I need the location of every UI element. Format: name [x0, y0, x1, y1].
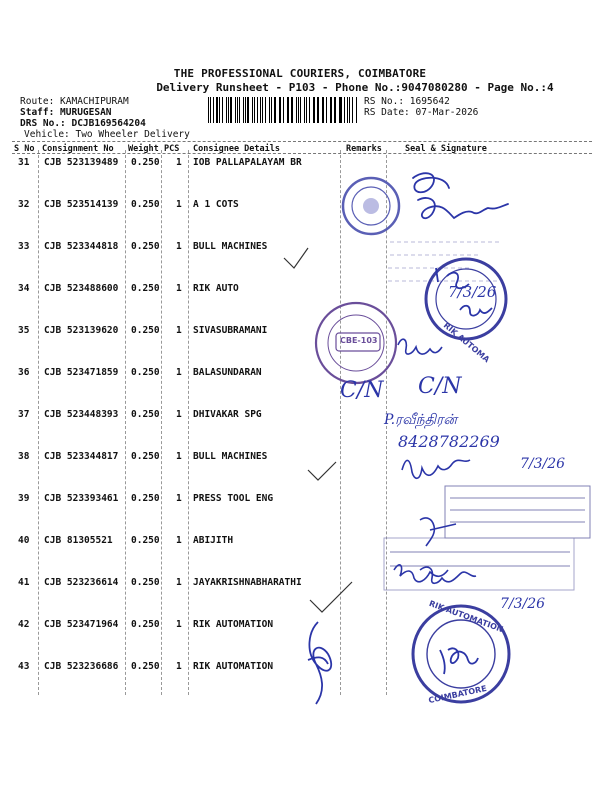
col-seal-signature: Seal & Signature [405, 144, 487, 154]
cbe-stamp-label: CBE-103 [340, 336, 378, 345]
barcode-bar [279, 97, 280, 123]
barcode-bar [260, 97, 261, 123]
row-pcs: 1 [176, 157, 182, 168]
checkmark-33 [284, 248, 308, 268]
row-pcs: 1 [176, 367, 182, 378]
signature-39 [420, 518, 456, 546]
row-sno: 34 [18, 283, 30, 294]
row-pcs: 1 [176, 451, 182, 462]
table-top-rule [12, 141, 592, 142]
handwritten-receiver-name: P.ரவீந்திரன் [384, 412, 457, 428]
row-pcs: 1 [176, 535, 182, 546]
vehicle-label: Vehicle: Two Wheeler Delivery [24, 129, 190, 140]
row-pcs: 1 [176, 619, 182, 630]
row-consignment-no: CJB 523514139 [44, 199, 119, 210]
barcode-bar [269, 97, 270, 123]
signature-31 [413, 173, 508, 218]
barcode-bar [216, 97, 218, 123]
company-title: THE PROFESSIONAL COURIERS, COIMBATORE [173, 67, 427, 80]
row-weight: 0.250 [131, 283, 160, 294]
rs-number: RS No.: 1695642 [364, 96, 450, 107]
barcode-bar [283, 97, 284, 123]
barcode-bar [271, 97, 273, 123]
row-consignment-no: CJB 523139489 [44, 157, 119, 168]
row-sno: 41 [18, 577, 30, 588]
barcode-bar [314, 97, 315, 123]
signature-37 [402, 460, 470, 478]
drs-barcode [208, 97, 358, 123]
barcode-bar [228, 97, 229, 123]
handwritten-date-41: 7/3/26 [500, 596, 546, 612]
column-divider [38, 150, 39, 695]
barcode-bar [222, 97, 223, 123]
row-consignment-no: CJB 523471859 [44, 367, 119, 378]
barcode-bar [257, 97, 258, 123]
row-consignee: SIVASUBRAMANI [193, 325, 268, 336]
barcode-bar [334, 97, 335, 123]
barcode-bar [298, 97, 299, 123]
row-consignee: RIK AUTO [193, 283, 239, 294]
barcode-bar [326, 97, 327, 123]
row-weight: 0.250 [131, 451, 160, 462]
row-pcs: 1 [176, 661, 182, 672]
col-sno: S No [14, 144, 35, 154]
barcode-bar [317, 97, 319, 123]
row-consignee: BALASUNDARAN [193, 367, 262, 378]
rik-auto-stamp-text: RIK AUTOMA [441, 320, 492, 365]
row-consignment-no: CJB 523236686 [44, 661, 119, 672]
row-weight: 0.250 [131, 157, 160, 168]
route-label: Route: KAMACHIPURAM [20, 96, 129, 107]
row-sno: 39 [18, 493, 30, 504]
row-weight: 0.250 [131, 199, 160, 210]
barcode-bar [219, 97, 220, 123]
barcode-bar [274, 97, 275, 123]
row-consignment-no: CJB 523344818 [44, 241, 119, 252]
row-weight: 0.250 [131, 325, 160, 336]
row-sno: 42 [18, 619, 30, 630]
press-tool-stamp [384, 486, 590, 590]
row-consignment-no: CJB 523236614 [44, 577, 119, 588]
barcode-bar [287, 97, 288, 123]
row-consignee: BULL MACHINES [193, 241, 268, 252]
row-weight: 0.250 [131, 409, 160, 420]
staff-label: Staff: MURUGESAN [20, 107, 112, 118]
barcode-bar [309, 97, 310, 123]
row-weight: 0.250 [131, 493, 160, 504]
header-bottom-rule [12, 153, 592, 154]
runsheet-subtitle: Delivery Runsheet - P103 - Phone No.:9047080280 - Page No.:4 [156, 81, 554, 94]
drs-number: DRS No.: DCJB169564204 [20, 118, 146, 129]
row-sno: 43 [18, 661, 30, 672]
signature-42 [308, 622, 331, 704]
barcode-bar [304, 97, 305, 123]
row-consignment-no: CJB 523488600 [44, 283, 119, 294]
barcode-bar [349, 97, 350, 123]
barcode-bar [243, 97, 244, 123]
barcode-bar [347, 97, 348, 123]
col-pcs: PCS [164, 144, 180, 154]
column-divider [188, 150, 189, 695]
barcode-bar [235, 97, 236, 123]
row-consignment-no: CJB 81305521 [44, 535, 113, 546]
row-weight: 0.250 [131, 577, 160, 588]
barcode-bar [288, 97, 289, 123]
barcode-bar [247, 97, 248, 123]
row-weight: 0.250 [131, 367, 160, 378]
barcode-bar [280, 97, 281, 123]
col-remarks: Remarks [346, 144, 382, 154]
barcode-bar [254, 97, 255, 123]
barcode-bar [291, 97, 293, 123]
row-pcs: 1 [176, 199, 182, 210]
barcode-bar [330, 97, 331, 123]
row-consignee: RIK AUTOMATION [193, 619, 274, 630]
row-pcs: 1 [176, 283, 182, 294]
row-consignee: DHIVAKAR SPG [193, 409, 262, 420]
barcode-bar [323, 97, 324, 123]
row-consignee: ABIJITH [193, 535, 234, 546]
row-weight: 0.250 [131, 661, 160, 672]
barcode-bar [265, 97, 266, 123]
column-divider [161, 150, 162, 695]
row-consignee: IOB PALLAPALAYAM BR [193, 157, 302, 168]
checkmark-38 [308, 462, 336, 480]
barcode-bar [356, 97, 357, 123]
handwritten-cn-left: C/N [340, 378, 384, 403]
barcode-bar [213, 97, 214, 123]
row-pcs: 1 [176, 241, 182, 252]
row-sno: 33 [18, 241, 30, 252]
row-pcs: 1 [176, 577, 182, 588]
row-pcs: 1 [176, 409, 182, 420]
coimbatore-stamp-text: COIMBATORE [427, 683, 488, 706]
barcode-bar [208, 97, 209, 123]
row-weight: 0.250 [131, 619, 160, 630]
row-pcs: 1 [176, 325, 182, 336]
signature-41 [420, 567, 476, 583]
row-consignment-no: CJB 523448393 [44, 409, 119, 420]
barcode-bar [296, 97, 297, 123]
col-consignee: Consignee Details [193, 144, 280, 154]
row-consignee: BULL MACHINES [193, 451, 268, 462]
barcode-bar [245, 97, 246, 123]
row-consignment-no: CJB 523139620 [44, 325, 119, 336]
row-consignee: RIK AUTOMATION [193, 661, 274, 672]
bank-round-stamp [343, 178, 399, 234]
row-sno: 31 [18, 157, 30, 168]
row-consignee: A 1 COTS [193, 199, 239, 210]
row-weight: 0.250 [131, 241, 160, 252]
barcode-bar [322, 97, 323, 123]
signature-35 [398, 339, 442, 354]
signature-43 [440, 648, 478, 674]
barcode-bar [237, 97, 238, 123]
barcode-bar [230, 97, 232, 123]
handwritten-phone: 8428782269 [398, 432, 500, 451]
barcode-bar [352, 97, 353, 123]
row-pcs: 1 [176, 493, 182, 504]
barcode-bar [239, 97, 240, 123]
barcode-bar [340, 97, 342, 123]
row-sno: 32 [18, 199, 30, 210]
row-sno: 38 [18, 451, 30, 462]
checkmark-41 [310, 582, 352, 612]
barcode-bar [226, 97, 227, 123]
rs-date: RS Date: 07-Mar-2026 [364, 107, 479, 118]
barcode-bar [252, 97, 254, 123]
row-sno: 35 [18, 325, 30, 336]
faint-stamp [388, 242, 500, 281]
signature-40 [394, 565, 448, 582]
rik-automation-stamp-text: RIK AUTOMATION [427, 598, 505, 635]
barcode-bar [306, 97, 307, 123]
barcode-bar [313, 97, 314, 123]
barcode-bar [331, 97, 332, 123]
row-consignee: PRESS TOOL ENG [193, 493, 274, 504]
handwritten-cn-right: C/N [418, 374, 462, 399]
row-consignment-no: CJB 523344817 [44, 451, 119, 462]
row-sno: 40 [18, 535, 30, 546]
barcode-bar [339, 97, 340, 123]
row-sno: 37 [18, 409, 30, 420]
col-weight: Weight [128, 144, 159, 154]
rik-automation-stamp [413, 606, 509, 702]
barcode-bar [210, 97, 211, 123]
row-consignee: JAYAKRISHNABHARATHI [193, 577, 302, 588]
row-consignment-no: CJB 523471964 [44, 619, 119, 630]
row-weight: 0.250 [131, 535, 160, 546]
handwritten-date-38: 7/3/26 [520, 456, 566, 472]
barcode-bar [344, 97, 345, 123]
col-consignment: Consignment No [42, 144, 114, 154]
barcode-bar [300, 97, 301, 123]
row-sno: 36 [18, 367, 30, 378]
column-divider [125, 150, 126, 695]
handwritten-date-34: 7/3/26 [448, 283, 497, 301]
barcode-bar [262, 97, 263, 123]
column-divider [340, 150, 341, 695]
row-consignment-no: CJB 523393461 [44, 493, 119, 504]
